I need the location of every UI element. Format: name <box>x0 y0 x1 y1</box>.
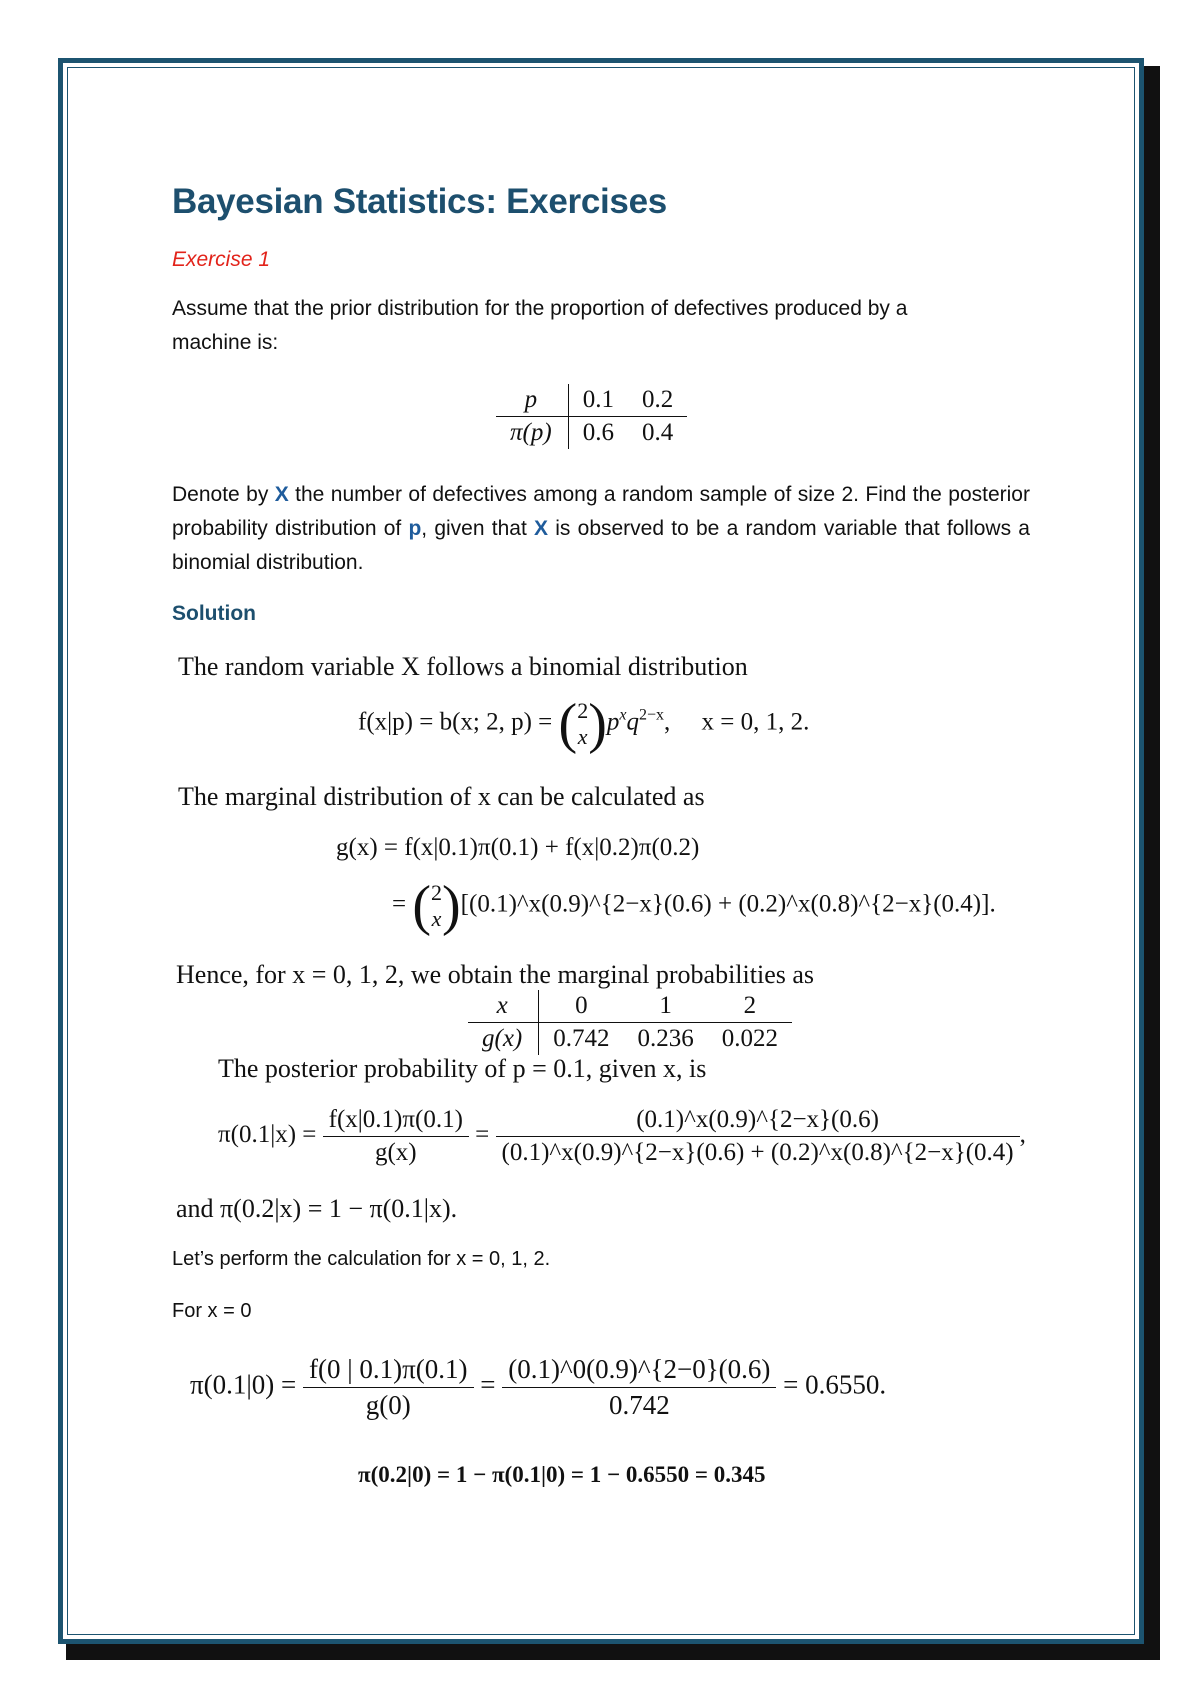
marginal-header-x: x <box>468 990 539 1023</box>
marginal-cell: 0.236 <box>637 1025 694 1052</box>
solution-text-5: and π(0.2|x) = 1 − π(0.1|x). <box>176 1194 458 1223</box>
problem-paragraph: Denote by X the number of defectives among a random sample of size 2. Find the posterior probability distribution of p, given that X is observed to be a random variable that follows a binomial distribution. <box>172 483 1030 574</box>
solution-text-3: Hence, for x = 0, 1, 2, we obtain the marginal probabilities as <box>176 960 815 989</box>
var-X: X <box>274 483 289 506</box>
solution-text-4: The posterior probability of p = 0.1, given x, is <box>218 1054 707 1083</box>
x0-fraction-2: $\frac{(0.1)\^{}0(0.9)\^{}\{2-0\}(0.6)}{0.742}$ <box>502 1354 776 1421</box>
marginal-header-cell: 1 <box>624 990 708 1023</box>
marginal-equation-line-1: g(x) = f(x|0.1)π(0.1) + f(x|0.2)π(0.2) <box>336 834 700 861</box>
calc-intro: Let’s perform the calculation for x = 0, 1, 2. <box>172 1248 551 1270</box>
prior-cell: 0.6 <box>582 419 614 446</box>
marginal-cell: 0.022 <box>721 1025 778 1052</box>
marginal-row-label: g(x) <box>468 1023 539 1056</box>
intro-line-2: machine is: <box>172 331 279 354</box>
marginal-cell: 0.742 <box>553 1025 610 1052</box>
posterior-fraction-1: $\frac{f(x|0.1)\pi(0.1)}{g(x)}$ <box>323 1106 469 1167</box>
solution-text-1: The random variable X follows a binomial distribution <box>178 652 748 681</box>
exercise-label: Exercise 1 <box>172 248 271 271</box>
x0-equation: π(0.1|0) = $\frac{f(0 | 0.1)\pi(0.1)}{g(0)}$ = $\frac{(0.1)\^{}0(0.9)\^{}\{2-0\}(0.6)}{0.742}$ = 0.6550. <box>190 1354 887 1420</box>
binomial-coefficient: ( 2 x ) <box>558 693 607 755</box>
marginal-equation-line-2: = ( 2 x )[(0.1)^x(0.9)^{2−x}(0.6) + (0.2)^x(0.8)^{2−x}(0.4)]. <box>392 875 996 937</box>
for-x0-label: For x = 0 <box>172 1300 252 1322</box>
posterior-fraction-2: $\frac{(0.1)\^{}x(0.9)\^{}\{2-x\}(0.6)}{(0.1)\^{}x(0.9)\^{}\{2-x\}(0.6) + (0.2)\^{}x(0.8)\^{}\{2-x\}(0.4)}$ <box>496 1106 1020 1167</box>
prior-cell: 0.4 <box>641 419 674 446</box>
var-X: X <box>534 517 549 540</box>
marginal-table <box>468 990 792 1055</box>
marginal-header-cell: 2 <box>708 990 792 1023</box>
binomial-equation: f(x|p) = b(x; 2, p) = ( 2 x )$p^xq^{2-x}$, x = 0, 1, 2. <box>358 693 810 755</box>
var-p: p <box>408 517 422 540</box>
prior-row-label: π(p) <box>496 417 568 450</box>
prior-header-p: p <box>496 384 568 417</box>
marginal-header-cell: 0 <box>539 990 624 1023</box>
binomial-coefficient: ( 2 x ) <box>412 875 461 937</box>
intro-paragraph <box>172 292 1030 360</box>
posterior-equation: π(0.1|x) = $\frac{f(x|0.1)\pi(0.1)}{g(x)}$ = $\frac{(0.1)\^{}x(0.9)\^{}\{2-x\}(0.6)}{(0.1)\^{}x(0.9)\^{}\{2-x\}(0.6) + (0.2)\^{}x(0.8)\^{}\{2-x\}(0.4)}$ , <box>218 1106 1026 1166</box>
prior-header-cell: 0.1 <box>568 384 628 417</box>
prior-table <box>496 384 687 449</box>
intro-line-1: Assume that the prior distribution for the proportion of defectives produced by a <box>172 297 908 320</box>
page-title: Bayesian Statistics: Exercises <box>172 182 667 221</box>
prior-header-cell: 0.2 <box>628 384 687 417</box>
x0-complement-equation: π(0.2|0) = 1 − π(0.1|0) = 1 − 0.6550 = 0.345 <box>358 1462 766 1487</box>
solution-text-2: The marginal distribution of x can be calculated as <box>178 782 705 811</box>
solution-label: Solution <box>172 602 256 625</box>
x0-fraction-1: $\frac{f(0 | 0.1)\pi(0.1)}{g(0)}$ <box>303 1354 474 1421</box>
